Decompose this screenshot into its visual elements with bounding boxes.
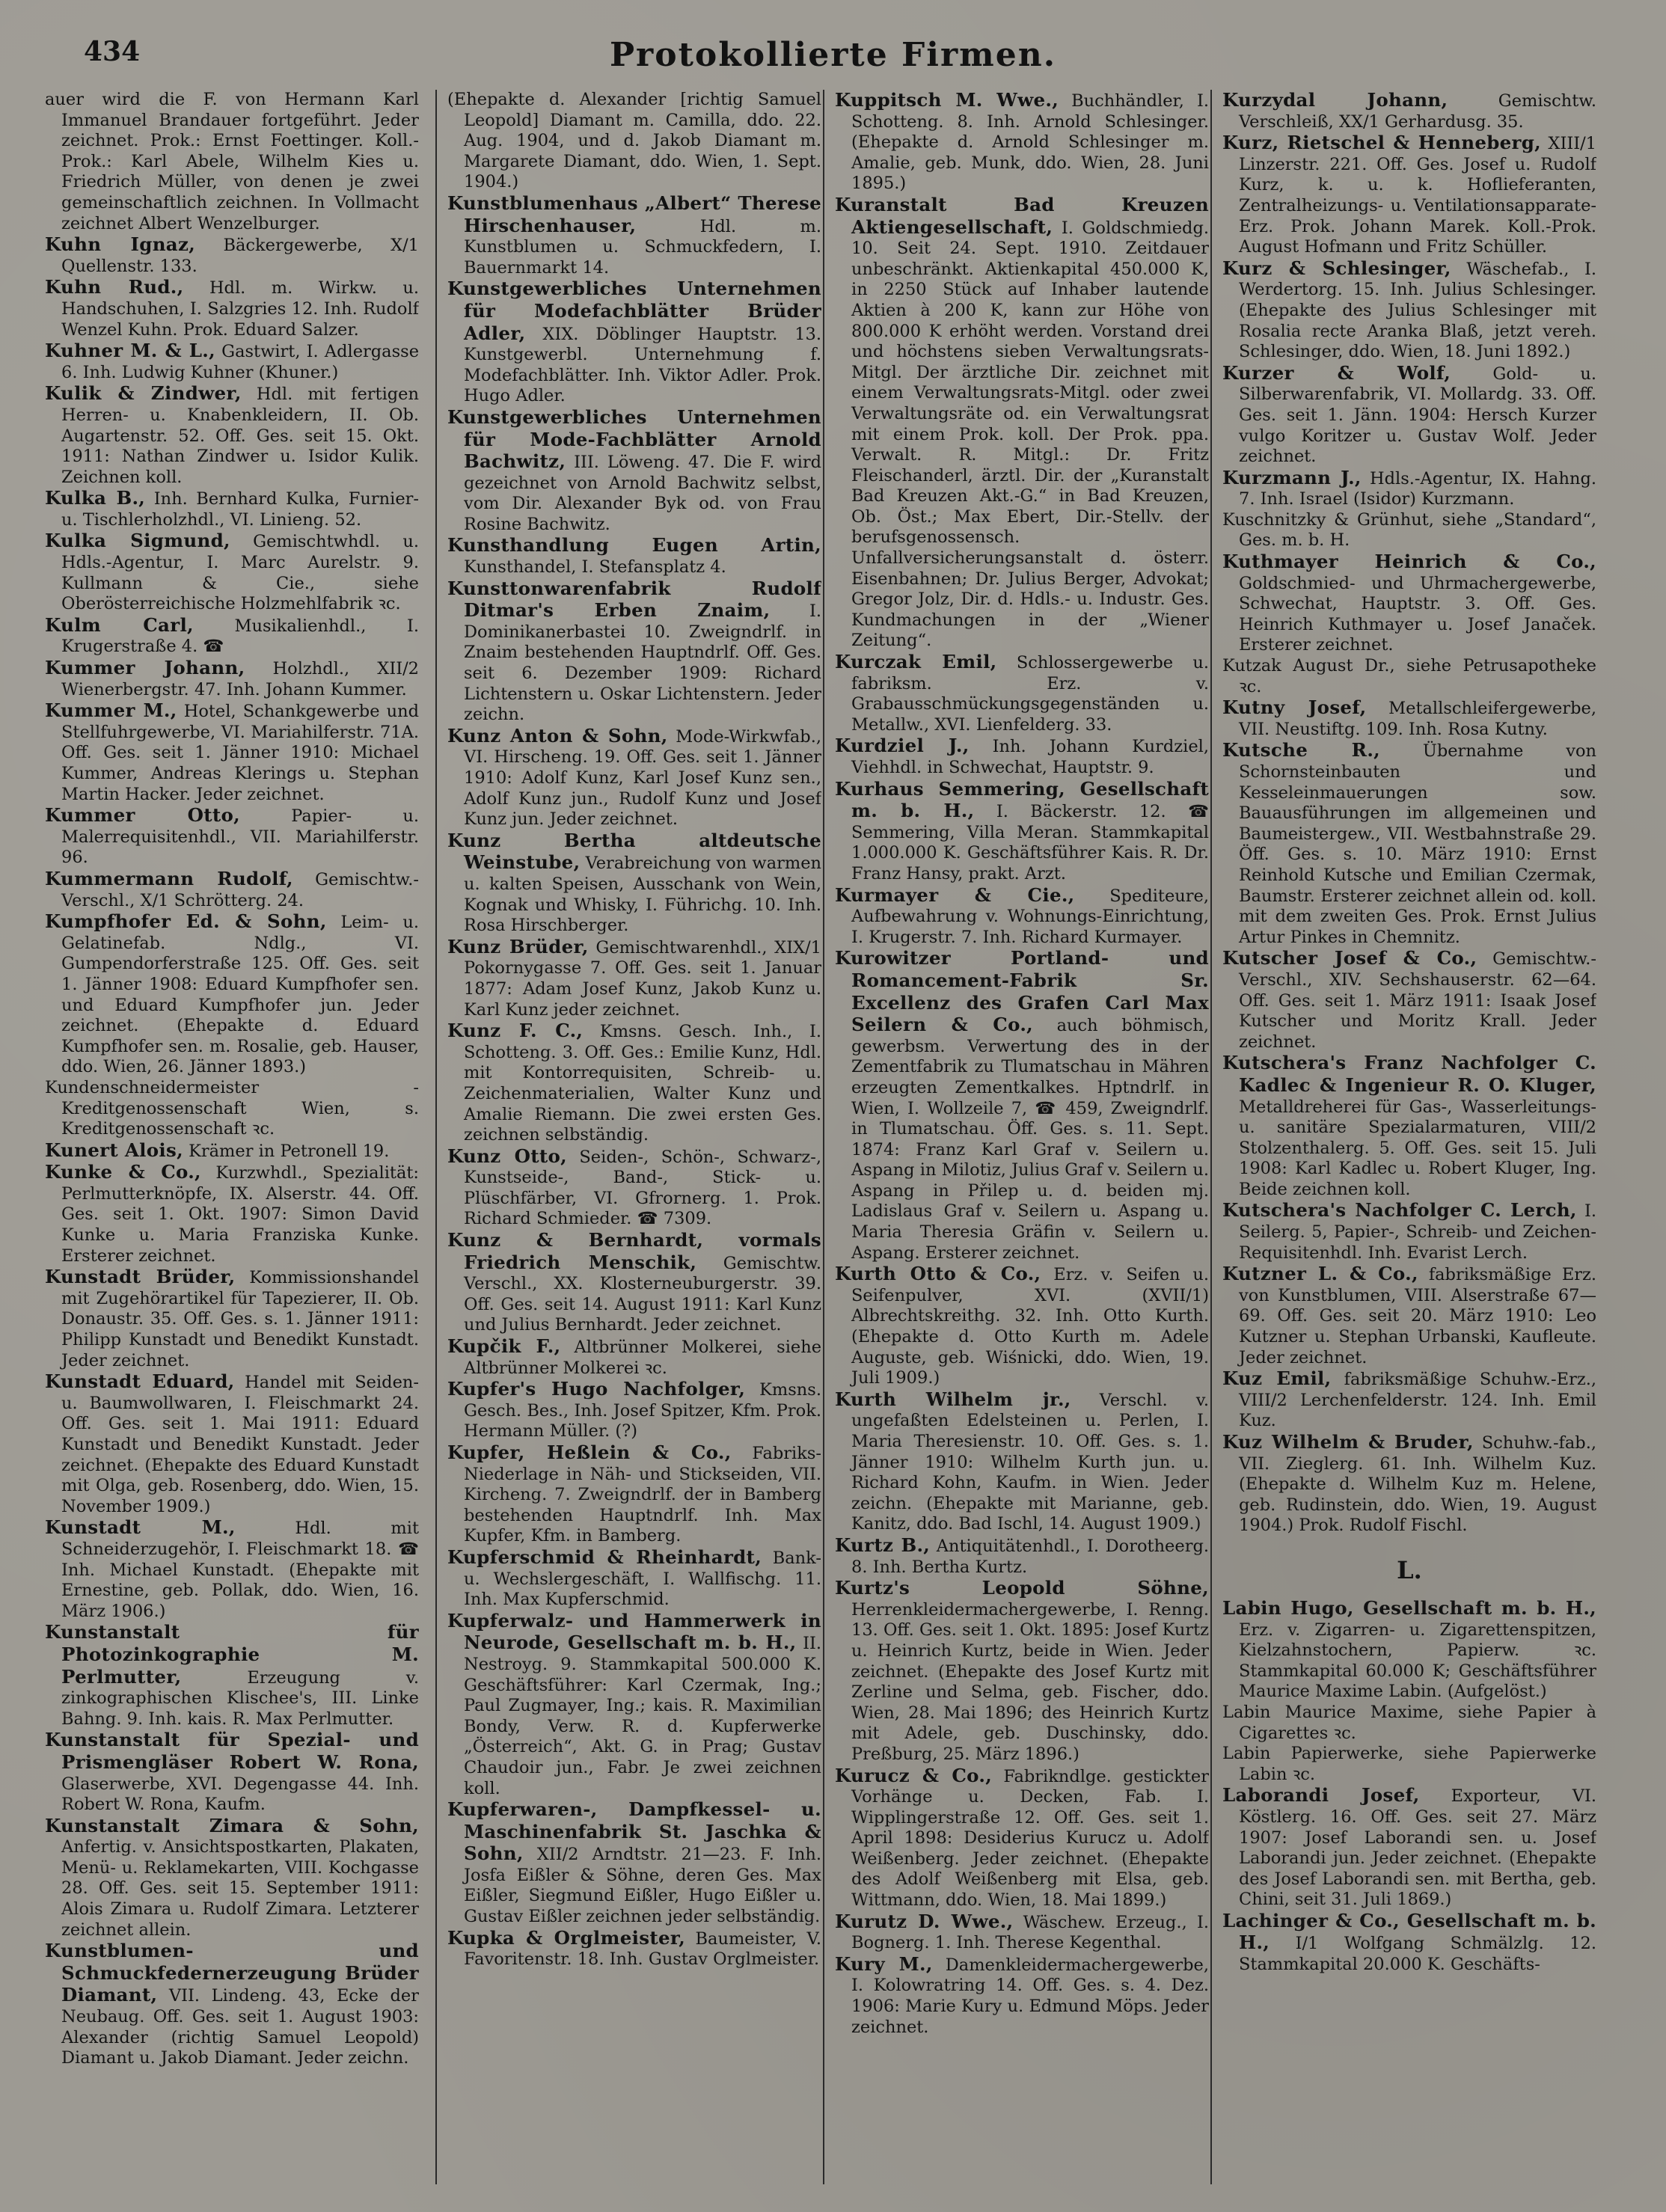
entry-details: I. Dominikanerbastei 10. Zweigndrlf. in Znaim bestehenden Hauptndrlf. Off. Ges. seit 6. Dezember 1909: Richard Lichtenstern u. Oskar Lichtenstern. Jeder zeichn.: [464, 601, 821, 725]
letter-heading: L.: [1397, 1555, 1422, 1584]
directory-entry: [45, 658, 419, 700]
directory-entry: [447, 1336, 821, 1379]
directory-entry: [447, 1611, 821, 1799]
entry-details: Erz. v. Zigarren- u. Zigarettenspitzen, Kielzahnstochern, Papierw. ꝛc. Stammkapital 60.000 K; Geschäftsführer Maurice Maxime Labin. (Aufgelöst.): [1239, 1620, 1596, 1702]
column-1: [45, 90, 419, 2184]
entry-details: auch böhmisch, gewerbsm. Verwertung des in der Zementfabrik zu Tlumatschau in Mähren erzeugten Zementkalkes. Hptndrlf. in Wien, I. Wollzeile 7, ☎ 459, Zweigndrlf. in Tlumatschau. Öff. Ges. s. 11. Sept. 1874: Franz Karl Graf v. Seilern u. Aspang in Milotiz, Julius Graf v. Seilern u. Aspang in Přilep u. d. beiden mj. Ladislaus Graf v. Seilern u. Aspang u. Maria Theresia Gräfin v. Seilern u. Aspang. Ersterer zeichnet.: [851, 1016, 1209, 1263]
entry-details: Antiquitätenhdl., I. Dorotheerg. 8. Inh. Bertha Kurtz.: [851, 1536, 1209, 1577]
firm-name: Kuthmayer Heinrich & Co.,: [1222, 551, 1596, 573]
directory-entry: [45, 340, 419, 383]
entry-details: Gemischtw.-Verschl., XIV. Sechshauserstr. 62—64. Off. Ges. seit 1. März 1911: Isaak Josef Kutscher und Moritz Krall. Jeder zeichnet.: [1239, 949, 1596, 1052]
directory-entry: [447, 1230, 821, 1336]
firm-name: Kutscher Josef & Co.,: [1222, 947, 1477, 969]
directory-entry: [447, 1020, 821, 1146]
entry-details: fabriksmäßige Erz. von Kunstblumen, VIII. Alserstraße 67—69. Off. Ges. seit 20. März 1910: Leo Kutzner u. Stephan Urbanski, Kaufleute. Jeder zeichnet.: [1239, 1265, 1596, 1367]
entry-details: Gemischtwarenhdl., XIX/1 Pokornygasse 7. Off. Ges. seit 1. Januar 1877: Adam Josef Kunz, Jakob Kunz u. Karl Kunz jeder zeichnet.: [464, 937, 821, 1020]
firm-name: Kunstadt Brüder,: [45, 1266, 236, 1288]
directory-entry: [835, 194, 1209, 652]
directory-entry: [1222, 656, 1596, 697]
directory-entry: [447, 407, 821, 536]
column-3: [835, 90, 1209, 2184]
firm-name: Kunz Otto,: [447, 1145, 567, 1167]
directory-entry: [45, 700, 419, 805]
directory-entry: [447, 1442, 821, 1547]
entry-details: Gastwirt, I. Adlergasse 6. Inh. Ludwig Kuhner (Khuner.): [61, 342, 419, 382]
directory-entry: [835, 1765, 1209, 1911]
directory-entry: [45, 383, 419, 488]
directory-entry: [835, 948, 1209, 1263]
firm-name: Laborandi Josef,: [1222, 1784, 1420, 1807]
column-4: [1222, 90, 1596, 2184]
entry-details: Fabrikndlge. gestickter Vorhänge u. Decken, Fab. I. Wipplingerstraße 12. Off. Ges. seit 1. April 1898: Desiderius Kurucz u. Adolf Weißenberg. Jeder zeichnet. (Ehepakte des Adolf Weißenberg mit Elsa, geb. Wittmann, ddo. Wien, 18. Mai 1899.): [851, 1766, 1209, 1911]
entry-details: I/1 Wolfgang Schmälzlg. 12. Stammkapital 20.000 K. Geschäfts-: [1239, 1934, 1596, 1975]
entry-details: I. Goldschmiedg. 10. Seit 24. Sept. 1910. Zeitdauer unbeschränkt. Aktienkapital 450.000 K, in 2250 Stück auf Inhaber lautende Aktien à 200 K, kann zur Höhe von 800.000 K erhöht werden. Vorstand drei und höchstens sieben Verwaltungsrats-Mitgl. Der ärztliche Dir. zeichnet mit einem Verwaltungsrats-Mitgl. oder zwei Verwaltungsräte od. ein Verwaltungsrat mit einem Prok. koll. Der Prok. ppa. Verwalt. R. Mitgl.: Dr. Fritz Fleischanderl, ärztl. Dir. der „Kuranstalt Bad Kreuzen Akt.-G.“ in Bad Kreuzen, Ob. Öst.; Max Ebert, Dir.-Stellv. der berufsgenossensch. Unfallversicherungsanstalt d. österr. Eisenbahnen; Dr. Julius Berger, Advokat; Gregor Jolz, Dir. d. Hdls.- u. Industr. Ges. Kundmachungen in der „Wiener Zeitung“.: [851, 218, 1209, 651]
firm-name: Kurdziel J.,: [835, 735, 970, 757]
entry-details: Schlossergewerbe u. fabriksm. Erz. v. Grabausschmückungsgegenständen u. Metallw., XVI. Lienfelderg. 33.: [851, 653, 1209, 735]
firm-name: Kunsthandlung Eugen Artin,: [447, 534, 821, 557]
entry-details: Seiden-, Schön-, Schwarz-, Kunstseide-, Band-, Stick- u. Plüschfärber, VI. Gfrornerg. 1. Prok. Richard Schmieder. ☎ 7309.: [464, 1147, 821, 1229]
entry-details: Hdl. m. Kunstblumen u. Schmuckfedern, I. Bauernmarkt 14.: [464, 216, 821, 278]
directory-entry: [45, 90, 419, 234]
entry-details: Wäschew. Erzeug., I. Bognerg. 1. Inh. Therese Kegenthal.: [851, 1912, 1209, 1953]
firm-name: Kutsche R.,: [1222, 739, 1380, 762]
entry-details: Kundenschneidermeister - Kreditgenossenschaft Wien, s. Kreditgenossenschaft ꝛc.: [45, 1077, 419, 1139]
directory-entry: [1222, 132, 1596, 258]
directory-entry: [1222, 1263, 1596, 1368]
firm-name: Kuhn Rud.,: [45, 276, 184, 298]
directory-entry: [447, 1379, 821, 1442]
entry-details: Herrenkleidermachergewerbe, I. Renng. 13. Off. Ges. seit 1. Okt. 1895: Josef Kurtz u. Heinrich Kurtz, beide in Wien. Jeder zeichnet. (Ehepakte des Josef Kurtz mit Zerline und Selma, geb. Fischer, ddo. Wien, 28. Mai 1896; des Heinrich Kurtz mit Adele, geb. Duschinsky, ddo. Preßburg, 25. März 1896.): [851, 1599, 1209, 1764]
directory-entry: [45, 277, 419, 340]
firm-name: Kunstadt M.,: [45, 1516, 236, 1539]
firm-name: Kupfer, Heßlein & Co.,: [447, 1442, 732, 1463]
entry-details: Bank- u. Wechslergeschäft, I. Wallfischg. 11. Inh. Max Kupferschmid.: [464, 1548, 821, 1610]
directory-entry: [45, 530, 419, 614]
firm-name: Kunz Brüder,: [447, 935, 589, 958]
entry-details: Hdl. mit Schneiderzugehör, I. Fleischmarkt 18. ☎ Inh. Michael Kunstadt. (Ehepakte mit Ernestine, geb. Pollak, ddo. Wien, 16. März 1906.): [61, 1519, 419, 1621]
firm-name: Kurth Wilhelm jr.,: [835, 1388, 1071, 1410]
directory-entry: [447, 1547, 821, 1611]
firm-name: Kuz Wilhelm & Bruder,: [1222, 1431, 1474, 1453]
firm-name: Kunert Alois,: [45, 1139, 183, 1161]
directory-entry: [1222, 1785, 1596, 1911]
entry-details: (Ehepakte d. Alexander [richtig Samuel Leopold] Diamant m. Camilla, ddo. 22. Aug. 1904, und d. Jakob Diamant m. Margarete Diamant, ddo. Wien, 1. Sept. 1904.): [447, 90, 821, 192]
directory-entry: [447, 278, 821, 407]
entry-details: III. Löweng. 47. Die F. wird gezeichnet von Arnold Bachwitz selbst, vom Dir. Alexander Byk od. von Frau Rosine Bachwitz.: [464, 453, 821, 534]
firm-name: Kurczak Emil,: [835, 651, 997, 673]
entry-details: Gemischtw. Verschl., XX. Klosterneuburgerstr. 39. Off. Ges. seit 14. August 1911: Karl Kunz und Julius Bernhardt. Jeder zeichnet.: [464, 1253, 821, 1335]
firm-name: Kummer Otto,: [45, 804, 240, 827]
entry-details: Wäschefab., I. Werdertorg. 15. Inh. Julius Schlesinger. (Ehepakte des Julius Schlesinger mit Rosalia recte Aranka Blaß, jetzt vereh. Schlesinger, ddo. Wien, 18. Juni 1892.): [1239, 259, 1596, 362]
firm-name: Kulik & Zindwer,: [45, 382, 242, 405]
entry-details: Gemischtw. Verschleiß, XX/1 Gerhardusg. 35.: [1239, 91, 1596, 132]
directory-entry: [447, 193, 821, 278]
entry-details: Kunsthandel, I. Stefansplatz 4.: [464, 557, 726, 577]
entry-details: Übernahme von Schornsteinbauten und Kesseleinmauerungen sow. Bauausführungen im allgemeinen und Baumeistergew., VII. Westbahnstraße 29. Öff. Ges. s. 10. März 1910: Ernst Reinhold Kutsche und Emilian Czermak, Baumstr. Ersterer zeichnet allein od. koll. mit dem zweiten Ges. Prok. Ernst Julius Artur Pinkes in Chemnitz.: [1239, 741, 1596, 947]
firm-name: Kupfer's Hugo Nachfolger,: [447, 1378, 746, 1400]
entry-details: Anfertig. v. Ansichtspostkarten, Plakaten, Menü- u. Reklamekarten, VIII. Kochgasse 28. Off. Ges. seit 15. September 1911: Alois Zimara u. Rudolf Zimara. Letzterer zeichnet allein.: [61, 1837, 419, 1940]
entry-details: Holzhdl., XII/2 Wienerbergstr. 47. Inh. Johann Kummer.: [61, 659, 419, 699]
column-rule: [435, 90, 437, 2184]
directory-entry: [1222, 1200, 1596, 1263]
directory-entry: [447, 535, 821, 577]
entry-details: VII. Lindeng. 43, Ecke der Neubaug. Off. Ges. seit 1. August 1903: Alexander (richtig Samuel Leopold) Diamant u. Jakob Diamant. Jeder zeichn.: [61, 1986, 419, 2068]
entry-details: Labin Maurice Maxime, siehe Papier à Cigarettes ꝛc.: [1222, 1702, 1596, 1743]
directory-entry: [835, 1535, 1209, 1578]
directory-entry: [1222, 1703, 1596, 1744]
entry-details: I. Seilerg. 5, Papier-, Schreib- und Zeichen-Requisitenhdl. Inh. Evarist Lerch.: [1239, 1201, 1596, 1263]
entry-details: Handel mit Seiden- u. Baumwollwaren, I. Fleischmarkt 24. Off. Ges. seit 1. Mai 1911: Eduard Kunstadt und Benedikt Kunstadt. Jeder zeichnet. (Ehepakte des Eduard Kunstadt mit Olga, geb. Rosenberg, ddo. Wien, 15. November 1909.): [61, 1373, 419, 1516]
directory-entry: [447, 90, 821, 193]
entry-details: auer wird die F. von Hermann Karl Immanuel Brandauer fortgeführt. Jeder zeichnet. Prok.: Ernst Foettinger. Koll.-Prok.: Karl Abele, Wilhelm Kies u. Friedrich Müller, von denen je zwei gemeinschaftlich zeichnen. In Vollmacht zeichnet Albert Wenzelburger.: [45, 90, 419, 233]
directory-entry: [1222, 697, 1596, 740]
directory-entry: [45, 1730, 419, 1815]
column-2: [447, 90, 821, 2184]
entry-details: Erzeugung v. zinkographischen Klischee's, III. Linke Bahng. 9. Inh. kais. R. Max Perlmutter.: [61, 1667, 419, 1729]
firm-name: Kunstanstalt für Spezial- und Prismengläser Robert W. Rona,: [45, 1729, 419, 1773]
directory-entry: [447, 578, 821, 726]
entry-details: XIII/1 Linzerstr. 221. Off. Ges. Josef u. Rudolf Kurz, k. u. k. Hoflieferanten, Zentralheizungs- u. Ventilationsapparate-Erz. Prok. Johann Marek. Koll.-Prok. August Hofmann und Fritz Schüller.: [1239, 134, 1596, 257]
firm-name: Kunstadt Eduard,: [45, 1370, 235, 1393]
entry-details: Baumeister, V. Favoritenstr. 18. Inh. Gustav Orglmeister.: [464, 1928, 821, 1970]
entry-details: fabriksmäßige Schuhw.-Erz., VIII/2 Lerchenfelderstr. 124. Inh. Emil Kuz.: [1239, 1370, 1596, 1431]
firm-name: Kuppitsch M. Wwe.,: [835, 90, 1059, 111]
firm-name: Kurowitzer Portland- und Romancement-Fabrik Sr. Excellenz des Grafen Carl Max Seilern & Co.,: [835, 947, 1209, 1036]
entry-details: Mode-Wirkwfab., VI. Hirscheng. 19. Off. Ges. seit 1. Jänner 1910: Adolf Kunz, Karl Josef Kunz sen., Adolf Kunz jun., Rudolf Kunz und Josef Kunz jun. Jeder zeichnet.: [464, 726, 821, 830]
firm-name: Kurhaus Semmering, Gesellschaft m. b. H.,: [835, 777, 1209, 822]
directory-entry: [45, 1940, 419, 2069]
entry-details: I. Bäckerstr. 12. ☎ Semmering, Villa Meran. Stammkapital 1.000.000 K. Geschäftsführer Kais. R. Dr. Franz Hansy, prakt. Arzt.: [851, 802, 1209, 883]
entry-details: Gold- u. Silberwarenfabrik, VI. Mollardg. 33. Off. Ges. seit 1. Jänn. 1904: Hersch Kurzer vulgo Koritzer u. Gustav Wolf. Jeder zeichnet.: [1239, 364, 1596, 467]
directory-entry: [1222, 1368, 1596, 1432]
directory-entry: [45, 911, 419, 1078]
entry-details: Inh. Johann Kurdziel, Viehhdl. in Schwechat, Hauptstr. 9.: [851, 737, 1209, 777]
entry-details: Papier- u. Malerrequisitenhdl., VII. Mariahilferstr. 96.: [61, 806, 419, 868]
entry-details: Kuschnitzky & Grünhut, siehe „Standard“, Ges. m. b. H.: [1222, 509, 1596, 551]
page-header: Protokollierte Firmen.: [609, 36, 1057, 74]
entry-details: Damenkleidermachergewerbe, I. Kolowratring 14. Off. Ges. s. 4. Dez. 1906: Marie Kury u. Edmund Möps. Jeder zeichnet.: [851, 1955, 1209, 2037]
firm-name: Kurmayer & Cie.,: [835, 883, 1075, 906]
entry-details: Spediteure, Aufbewahrung v. Wohnungs-Einrichtung, I. Krugerstr. 7. Inh. Richard Kurmayer.: [851, 886, 1209, 947]
column-rule: [1210, 90, 1212, 2184]
firm-name: Kupferwaren-, Dampfkessel- u. Maschinenfabrik St. Jaschka & Sohn,: [447, 1798, 821, 1865]
entry-details: Fabriks-Niederlage in Näh- und Stickseiden, VII. Kircheng. 7. Zweigndrlf. der in Bamberg bestehenden Hauptndrlf. Inh. Max Kupfer, Kfm. in Bamberg.: [464, 1444, 821, 1546]
directory-entry: [45, 615, 419, 658]
page-number: 434: [84, 36, 141, 67]
directory-entry: [1222, 551, 1596, 656]
firm-name: Kurzydal Johann,: [1222, 90, 1448, 111]
directory-entry: [1222, 363, 1596, 468]
directory-entry: [1222, 468, 1596, 510]
entry-details: Leim- u. Gelatinefab. Ndlg., VI. Gumpendorferstraße 125. Off. Ges. seit 1. Jänner 1908: Eduard Kumpfhofer sen. und Eduard Kumpfhofer jun. Jeder zeichnet. (Ehepakte d. Eduard Kumpfhofer sen. m. Rosalie, geb. Hauser, ddo. Wien, 26. Jänner 1893.): [61, 913, 419, 1077]
firm-name: Kurth Otto & Co.,: [835, 1263, 1041, 1285]
firm-name: Kunz F. C.,: [447, 1020, 584, 1042]
entry-details: Krämer in Petronell 19.: [189, 1141, 390, 1161]
directory-entry: [447, 830, 821, 937]
directory-entry: [45, 1622, 419, 1730]
directory-entry: [1222, 90, 1596, 132]
entry-details: Musikalienhdl., I. Krugerstraße 4. ☎: [61, 616, 419, 657]
firm-name: Kunstanstalt Zimara & Sohn,: [45, 1814, 419, 1836]
firm-name: Kunz & Bernhardt, vormals Friedrich Menschik,: [447, 1229, 821, 1273]
firm-name: Kupferwalz- und Hammerwerk in Neurode, Gesellschaft m. b. H.,: [447, 1609, 821, 1654]
directory-entry: [45, 1140, 419, 1162]
firm-name: Kumpfhofer Ed. & Sohn,: [45, 910, 327, 933]
entry-details: II. Nestroyg. 9. Stammkapital 500.000 K. Geschäftsführer: Karl Czermak, Ing.; Paul Zugmayer, Ing.; kais. R. Maximilian Bondy, Verw. R. d. Kupferwerke „Österreich“, Akt. G. in Prag; Gustav Chaudoir jun., Fabr. Je zwei zeichnen koll.: [464, 1634, 821, 1798]
entry-details: Erz. v. Seifen u. Seifenpulver, XVI. (XVII/1) Albrechtskreithg. 32. Inh. Otto Kurth. (Ehepakte d. Otto Kurth m. Adele Auguste, geb. Wiśnicki, ddo. Wien, 19. Juli 1909.): [851, 1265, 1209, 1388]
entry-details: Glaserwerbe, XVI. Degengasse 44. Inh. Robert W. Rona, Kaufm.: [61, 1774, 419, 1815]
directory-entry: [45, 1816, 419, 1941]
firm-name: Kupčik F.,: [447, 1335, 561, 1358]
entry-details: XII/2 Arndtstr. 21—23. F. Inh. Josfa Eißler & Söhne, deren Ges. Max Eißler, Siegmund Eißler, Hugo Eißler u. Gustav Eißler zeichnen jeder selbständig.: [464, 1845, 821, 1927]
entry-details: Kommissionshandel mit Zugehörartikel für Tapezierer, II. Ob. Donaustr. 35. Off. Ges. s. 1. Jänner 1911: Philipp Kunstadt und Benedikt Kunstadt. Jeder zeichnet.: [61, 1268, 419, 1370]
directory-entry: [447, 1799, 821, 1928]
firm-name: Kurtz's Leopold Söhne,: [835, 1577, 1209, 1599]
directory-entry: [835, 1911, 1209, 1954]
entry-details: Gemischtwhdl. u. Hdls.-Agentur, I. Marc Aurelstr. 9. Kullmann & Cie., siehe Oberösterreichische Holzmehlfabrik ꝛc.: [61, 532, 419, 614]
entry-details: Hotel, Schankgewerbe und Stellfuhrgewerbe, VI. Mariahilferstr. 71A. Off. Ges. seit 1. Jänner 1910: Michael Kummer, Andreas Klerings u. Stephan Martin Hacker. Jeder zeichnet.: [61, 702, 419, 804]
entry-details: Hdls.-Agentur, IX. Hahng. 7. Inh. Israel (Isidor) Kurzmann.: [1239, 468, 1596, 509]
entry-details: Verabreichung von warmen u. kalten Speisen, Ausschank von Wein, Kognak und Whisky, I. Führichg. 10. Inh. Rosa Hirschberger.: [464, 854, 821, 936]
directory-entry: [835, 1578, 1209, 1765]
firm-name: Kuranstalt Bad Kreuzen Aktiengesellschaft,: [835, 193, 1209, 238]
firm-name: Kunstblumenhaus „Albert“ Therese Hirschenhauser,: [447, 192, 821, 236]
firm-name: Kummer M.,: [45, 699, 177, 722]
entry-details: Gemischtw.-Verschl., X/1 Schrötterg. 24.: [61, 869, 419, 910]
firm-name: Kutschera's Nachfolger C. Lerch,: [1222, 1199, 1577, 1222]
directory-entry: [45, 488, 419, 530]
firm-name: Kulm Carl,: [45, 613, 194, 636]
directory-entry: [835, 1263, 1209, 1389]
entry-details: Hdl. mit fertigen Herren- u. Knabenkleidern, II. Ob. Augartenstr. 52. Off. Ges. seit 15. Okt. 1911: Nathan Zindwer u. Isidor Kulik. Zeichnen koll.: [61, 385, 419, 487]
firm-name: Kuz Emil,: [1222, 1367, 1332, 1390]
directory-entry: [1222, 1744, 1596, 1785]
entry-details: Kmsns. Gesch. Bes., Inh. Josef Spitzer, Kfm. Prok. Hermann Müller. (?): [464, 1380, 821, 1442]
entry-details: Inh. Bernhard Kulka, Furnier- u. Tischlerholzhdl., VI. Linieng. 52.: [61, 489, 419, 530]
firm-name: Kurz & Schlesinger,: [1222, 257, 1451, 279]
directory-entry: [1222, 510, 1596, 551]
firm-name: Kurtz B.,: [835, 1534, 931, 1556]
firm-name: Kunz Bertha altdeutsche Weinstube,: [447, 829, 821, 874]
directory-entry: [45, 1162, 419, 1266]
entry-details: Altbrünner Molkerei, siehe Altbrünner Molkerei ꝛc.: [464, 1338, 821, 1378]
firm-name: Kunsttonwarenfabrik Rudolf Ditmar's Erben Znaim,: [447, 577, 821, 622]
entry-details: Schuhw.-fab., VII. Zieglerg. 61. Inh. Wilhelm Kuz. (Ehepakte d. Wilhelm Kuz m. Helene, geb. Rudinstein, ddo. Wien, 19. August 1904.) Prok. Rudolf Fischl.: [1239, 1433, 1596, 1536]
firm-name: Kutny Josef,: [1222, 696, 1367, 719]
firm-name: Kupka & Orglmeister,: [447, 1926, 686, 1949]
directory-entry: [1222, 258, 1596, 363]
directory-entry: [835, 735, 1209, 778]
firm-name: Kunstblumen- und Schmuckfedernerzeugung Brüder Diamant,: [45, 1940, 419, 2006]
directory-entry: [447, 726, 821, 830]
firm-name: Kutschera's Franz Nachfolger C. Kadlec & Ingenieur R. O. Kluger,: [1222, 1052, 1596, 1096]
directory-entry: [447, 1146, 821, 1230]
directory-entry: [1222, 948, 1596, 1053]
directory-entry: [1222, 1911, 1596, 1976]
directory-entry: [835, 1389, 1209, 1535]
directory-entry: [835, 652, 1209, 735]
firm-name: Kummer Johann,: [45, 657, 245, 679]
firm-name: Kutzner L. & Co.,: [1222, 1263, 1418, 1285]
directory-entry: [447, 937, 821, 1020]
entry-details: Bäckergewerbe, X/1 Quellenstr. 133.: [61, 236, 419, 276]
directory-entry: [45, 1517, 419, 1622]
firm-name: Kummermann Rudolf,: [45, 867, 293, 889]
directory-entry: [45, 1078, 419, 1140]
firm-name: Labin Hugo, Gesellschaft m. b. H.,: [1222, 1596, 1596, 1619]
directory-entry: [45, 868, 419, 911]
directory-entry: [45, 234, 419, 277]
firm-name: Kunstgewerbliches Unternehmen für Modefachblätter Brüder Adler,: [447, 278, 821, 344]
entry-details: Kutzak August Dr., siehe Petrusapotheke ꝛc.: [1222, 656, 1596, 696]
entry-details: Hdl. m. Wirkw. u. Handschuhen, I. Salzgries 12. Inh. Rudolf Wenzel Kuhn. Prok. Eduard Salzer.: [61, 278, 419, 340]
firm-name: Kulka B.,: [45, 487, 146, 509]
entry-details: Kmsns. Gesch. Inh., I. Schotteng. 3. Off. Ges.: Emilie Kunz, Hdl. mit Kontorrequisiten, Schreib- u. Zeichenmaterialien, Walter Kunz und Amalie Riemann. Die zwei ersten Ges. zeichnen selbständig.: [464, 1022, 821, 1145]
column-rule: [823, 90, 824, 2184]
firm-name: Kurzer & Wolf,: [1222, 361, 1451, 384]
directory-entry: [835, 885, 1209, 949]
directory-entry: [45, 1371, 419, 1517]
firm-name: Kuhner M. & L.,: [45, 340, 215, 362]
firm-name: Kurzmann J.,: [1222, 466, 1362, 488]
directory-entry: [45, 1266, 419, 1371]
firm-name: Kury M.,: [835, 1952, 933, 1975]
firm-name: Kunke & Co.,: [45, 1161, 201, 1183]
entry-details: Labin Papierwerke, siehe Papierwerke Labin ꝛc.: [1222, 1744, 1596, 1784]
firm-name: Kulka Sigmund,: [45, 530, 230, 552]
entry-details: Kurzwhdl., Spezialität: Perlmutterknöpfe, IX. Alserstr. 44. Off. Ges. seit 1. Okt. 1907: Simon David Kunke u. Maria Franziska Kunke. Ersterer zeichnet.: [61, 1163, 419, 1266]
directory-entry: [835, 779, 1209, 885]
directory-entry: [447, 1928, 821, 1970]
firm-name: Kurz, Rietschel & Henneberg,: [1222, 132, 1542, 154]
entry-details: Metallschleifergewerbe, VII. Neustiftg. 109. Inh. Rosa Kutny.: [1239, 699, 1596, 739]
firm-name: Kunstanstalt für Photozinkographie M. Perlmutter,: [45, 1621, 419, 1688]
directory-entry: [1222, 740, 1596, 948]
firm-name: Kurutz D. Wwe.,: [835, 1910, 1014, 1932]
directory-entry: [1222, 1432, 1596, 1537]
entry-details: Verschl. v. ungefaßten Edelsteinen u. Perlen, I. Maria Theresienstr. 10. Off. Ges. s. 1. Jänner 1910: Wilhelm Kurth jun. u. Richard Kohn, Kaufm. in Wien. Jeder zeichn. (Ehepakte mit Marianne, geb. Kanitz, ddo. Bad Ischl, 14. August 1909.): [851, 1390, 1209, 1534]
directory-entry: [835, 90, 1209, 194]
firm-name: Kunstgewerbliches Unternehmen für Mode-Fachblätter Arnold Bachwitz,: [447, 405, 821, 473]
entry-details: Goldschmied- und Uhrmachergewerbe, Schwechat, Hauptstr. 3. Off. Ges. Heinrich Kuthmayer u. Josef Janaček. Ersterer zeichnet.: [1239, 573, 1596, 655]
entry-details: Metalldreherei für Gas-, Wasserleitungs- u. sanitäre Spezialarmaturen, VIII/2 Stolzenthalerg. 5. Off. Ges. seit 15. Juli 1908: Karl Kadlec u. Robert Kluger, Ing. Beide zeichnen koll.: [1239, 1097, 1596, 1199]
firm-name: Lachinger & Co., Gesellschaft m. b. H.,: [1222, 1909, 1596, 1954]
firm-name: Kupferschmid & Rheinhardt,: [447, 1545, 762, 1568]
entry-details: XIX. Döblinger Hauptstr. 13. Kunstgewerbl. Unternehmung f. Modefachblätter. Inh. Viktor Adler. Prok. Hugo Adler.: [464, 324, 821, 406]
firm-name: Kunz Anton & Sohn,: [447, 724, 668, 747]
firm-name: Kuhn Ignaz,: [45, 233, 196, 256]
entry-details: Exporteur, VI. Köstlerg. 16. Off. Ges. seit 27. März 1907: Josef Laborandi sen. u. Josef Laborandi jun. Jeder zeichnet. (Ehepakte des Josef Laborandi sen. mit Bertha, geb. Chini, seit 31. Juli 1869.): [1239, 1786, 1596, 1910]
entry-details: Buchhändler, I. Schotteng. 8. Inh. Arnold Schlesinger. (Ehepakte d. Arnold Schlesinger m. Amalie, geb. Munk, ddo. Wien, 28. Juni 1895.): [851, 91, 1209, 194]
directory-entry: [45, 805, 419, 868]
directory-entry: [835, 1954, 1209, 2038]
directory-entry: [1222, 1598, 1596, 1703]
entry-columns: [45, 90, 1623, 2184]
firm-name: Kurucz & Co.,: [835, 1764, 993, 1786]
directory-entry: [1222, 1053, 1596, 1200]
